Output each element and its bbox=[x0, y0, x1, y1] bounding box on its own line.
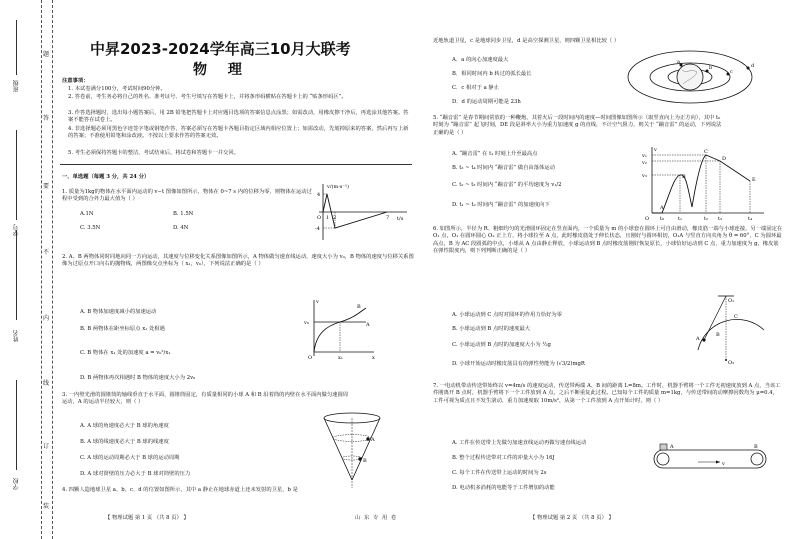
question-4-stem: 4. 四颗人造地球卫星 a、b、c、d 的位置如图所示，其中 a 静止在地球赤道上还未发射的卫星，b 是 bbox=[62, 487, 298, 493]
question-2-stem: 2. A、B 两物体同时同地向同一方向运动，其速度与位移变化关系图像如图所示，A 物体做匀速直线运动，速度大小为 v₀，B 物体的速度与位移关系图像为过原点开口向右的抛物线，两图像交点坐标为（ x₁，v₀），下列说法正确的是（ ） bbox=[62, 254, 414, 268]
q5-origin: O bbox=[645, 216, 650, 221]
q3-ball-b bbox=[358, 457, 361, 460]
question-6-stem: 6. 如图所示，半径为 R、粗细均匀的光滑圆环固定在竖直面内，一个质量为 m 的小球套在圆环上可自由滑动，橡皮筋一端与小球连接，另一端固定在 O₁ 点，O₁ 在圆环圆心 O₂ 正上方，将小球拉至 A 点，此时橡皮筋处于伸长状态，且刚好与圆环相切，O₁A 与竖直方向夹角为 θ = 60°，C 为圆环最高点，B 为 AC 段圆弧的中点，小球从 A 点由静止释放，小球运动到 B 点时橡皮筋刚好恢复原长，小球恰好运动到 C 点，重力加速度为 g，橡皮筋在弹性限度内，则下列判断正确的是（ ） bbox=[433, 226, 783, 255]
q1-y-label: v/(m·s⁻¹) bbox=[327, 184, 349, 190]
q6-rubber-band bbox=[704, 296, 726, 340]
q4-label-c: c bbox=[730, 69, 733, 75]
q1-tick: 1 bbox=[326, 215, 330, 221]
q1-tick: 7 bbox=[386, 215, 390, 221]
q4-option-b[interactable]: B．相同时间内 b 转过的弧长最长 bbox=[452, 71, 532, 77]
q7-option-d[interactable]: D. 电动机多消耗的电能等于工件增加的动能 bbox=[452, 485, 555, 491]
q5-t-tick: t₂ bbox=[704, 216, 709, 221]
q3-cone-figure bbox=[318, 408, 386, 490]
q7-option-c[interactable]: C. 每个工件在传送带上运动的时间为 2s bbox=[452, 470, 547, 476]
q2-option-a[interactable]: A. B 物体加速度减小的加速运动 bbox=[80, 309, 157, 315]
q2-x1: x₁ bbox=[338, 355, 343, 361]
binding-mark: 线 bbox=[43, 377, 49, 388]
binding-mark: 答 bbox=[43, 112, 49, 123]
q6-label-o2: O₂ bbox=[728, 360, 735, 366]
notice-item: 2. 答卷前，考生务必将自己的姓名、准考证号、考生号填写在答题卡上，并将条形码横贴在答题卡上的 “贴条形码区”。 bbox=[68, 94, 347, 100]
q5-point-c: C bbox=[704, 149, 708, 155]
question-4-stem-cont: 近地轨道卫星，c 是地球同步卫星，d 是高空探测卫星，则四颗卫星相比较（ ） bbox=[433, 38, 620, 44]
q3-option-a[interactable]: A. A 球的角速度必大于 B 球的角速度 bbox=[80, 423, 169, 429]
q3-label-b: B bbox=[363, 458, 367, 464]
footer-left: 【 物理试题 第 1 页 （共 8 页） 】 bbox=[105, 515, 189, 521]
q6-label-c: C bbox=[734, 314, 738, 320]
divider bbox=[60, 164, 412, 165]
q1-option-d[interactable]: D. 4N bbox=[173, 225, 189, 231]
q1-vt-line bbox=[323, 194, 390, 228]
q5-vt-graph bbox=[640, 145, 770, 221]
q5-y-label: v bbox=[654, 147, 657, 153]
q7-workpiece bbox=[660, 444, 667, 450]
q5-v-tick: v₂ bbox=[642, 160, 647, 166]
q3-option-c[interactable]: C. A 球的运动周期必大于 B 球的运动周期 bbox=[80, 455, 180, 461]
q2-option-b[interactable]: B. B 两物体在距坐标原点 x₁ 处相遇 bbox=[80, 326, 165, 332]
binding-mark: 装 bbox=[43, 500, 49, 511]
q3-ball-a bbox=[366, 437, 369, 440]
q6-option-c[interactable]: C. 小球运动到 B 点时的加速度大小为 ½g bbox=[452, 342, 551, 348]
q2-v0: v₀ bbox=[304, 320, 309, 326]
name-blank bbox=[16, 230, 17, 320]
q5-t-tick: t₀ bbox=[660, 216, 665, 221]
q7-option-a[interactable]: A. 工件在传送带上先做匀加速直线运动再做匀速直线运动 bbox=[452, 440, 587, 446]
q5-option-a[interactable]: A. “蹦音雷” 在 t₁ 时刻上升至最高点 bbox=[452, 151, 538, 157]
section-heading: 一、单选题（每题 3 分，共 24 分） bbox=[62, 174, 150, 180]
q1-option-b[interactable]: B. 1.5N bbox=[173, 211, 194, 217]
q5-option-c[interactable]: C. t₂ ~ t₃ 时间内 “蹦音雷” 的平均速度为 v₁/2 bbox=[452, 182, 562, 188]
q2-option-c[interactable]: C. B 物体在 x₁ 处的加速度 a = v₀²/x₁ bbox=[80, 350, 171, 356]
q5-option-d[interactable]: D. t₁ ~ t₂ 时间内 “蹦音雷” 的加速度向下 bbox=[452, 202, 550, 208]
class-label: 班级 bbox=[13, 80, 20, 92]
q5-point-b: B bbox=[682, 174, 686, 180]
q4-label-b: b bbox=[709, 65, 713, 71]
notice-item: 5. 考生必须保持答题卡的整洁，考试结束后，将试卷和答题卡一并交回。 bbox=[68, 150, 239, 156]
q4-option-d[interactable]: D．d 的运动周期可能是 23h bbox=[452, 99, 521, 105]
q3-option-b[interactable]: B. A 球的线速度必大于 B 球的线速度 bbox=[80, 439, 169, 445]
q6-option-d[interactable]: D. 小球开始运动时橡皮筋具有的弹性势能为 (√3/2)mgR bbox=[452, 361, 585, 367]
q4-option-a[interactable]: A．a 的向心加速度最大 bbox=[452, 57, 509, 63]
class-blank bbox=[16, 20, 17, 75]
school-label: 学校 bbox=[13, 478, 20, 490]
binding-mark: 题 bbox=[43, 48, 49, 59]
notice-item: 1. 本试卷满分100分，考试时间90分钟。 bbox=[68, 86, 166, 92]
q5-t-tick: t₃ bbox=[718, 216, 723, 221]
exam-title: 中昇2023-2024学年高三10月大联考 bbox=[90, 40, 351, 58]
q5-point-d: D bbox=[722, 156, 727, 162]
name-label: 姓名 bbox=[13, 330, 20, 342]
q3-label-a: A bbox=[371, 437, 375, 443]
exam-no-label: 学号 bbox=[13, 224, 20, 236]
question-5-stem: 5. “蹦音雷” 是春节期间常放的一种鞭炮，其着火后一段时间内的速度—时间图像如图所示（取竖直向上为正方向），其中 t₀ 时刻为 “蹦音雷” 起飞时刻，DE 段是斜率大小为重力加速度 g 的直线，不计空气阻力，则关于 “蹦音雷” 的运动，下列说法正确的是（ ） bbox=[433, 115, 722, 136]
q2-label-b: B bbox=[357, 304, 361, 310]
binding-mark: 内 bbox=[43, 312, 49, 323]
q1-origin: O bbox=[317, 215, 322, 221]
binding-mark: 不 bbox=[43, 246, 49, 257]
q5-vt-curve bbox=[652, 155, 750, 213]
q6-ring bbox=[698, 319, 764, 350]
notice-item: 4. 非选择题必须用黑色字迹签字笔或钢笔作答，答案必须写在答题卡各题目指定区域内相应位置上；如需改动，先划掉原来的答案，然后再写上新的答案；不准使用铅笔和涂改液。不按以上要求作答的答案无效。 bbox=[68, 126, 409, 140]
q4-label-a: a bbox=[677, 59, 680, 65]
q1-vt-graph bbox=[305, 180, 415, 244]
q7-option-b[interactable]: B. 整个过程传送带对工件的冲量大小为 16J bbox=[452, 455, 555, 461]
q1-option-a[interactable]: A.1N bbox=[80, 211, 94, 217]
q5-option-b[interactable]: B. t₃ ~ t₄ 时间内 “蹦音雷” 做自由落体运动 bbox=[452, 165, 555, 171]
q4-label-d: d bbox=[751, 63, 755, 69]
q7-conveyor-figure bbox=[640, 440, 780, 480]
q5-point-a: A bbox=[660, 205, 664, 211]
school-blank bbox=[16, 380, 17, 470]
q1-tick: 2 bbox=[333, 215, 337, 221]
q6-label-b: B bbox=[716, 332, 720, 338]
q2-x-label: x bbox=[372, 355, 375, 361]
q2-origin: O bbox=[308, 355, 313, 361]
binding-line bbox=[41, 0, 42, 539]
q6-label-o1: O₁ bbox=[728, 298, 735, 304]
binding-line bbox=[52, 0, 53, 539]
q4-option-c[interactable]: C．c 相对于 a 静止 bbox=[452, 85, 500, 91]
q6-label-a: A bbox=[696, 336, 700, 342]
q2-y-label: v bbox=[316, 299, 319, 305]
q5-point-e: E bbox=[752, 177, 756, 183]
q4-orbit-figure bbox=[625, 44, 765, 110]
question-3-stem: 3. 一内壁光滑的圆锥筒的轴线垂直于水平面，圆锥筒固定，有质量相同的小球 A 和 B 沿着筒的内壁在水平面内做匀速圆周运动，A 的运动半径较大，则（ ） bbox=[62, 392, 349, 406]
notice-item: 3. 作答选择题时，选出每小题答案后，用 2B 铅笔把答题卡上对应题目选项的答案信息点涂黑；如需改动，用橡皮擦干净后，再选涂其他答案。答案不能答在试卷上。 bbox=[68, 110, 409, 124]
q5-v-tick: v₁ bbox=[642, 153, 647, 159]
q7-belt bbox=[654, 450, 766, 468]
q7-label-v: v bbox=[722, 461, 725, 467]
subject-title: 物 理 bbox=[193, 62, 250, 78]
q2-option-d[interactable]: D. B 两物体再次相遇时 B 物体的速度大小为 2v₀ bbox=[80, 375, 196, 381]
q5-t-tick: t₁ bbox=[678, 216, 683, 221]
q1-x-label: t/s bbox=[397, 216, 404, 222]
q5-t-tick: t₄ bbox=[748, 216, 753, 221]
notice-heading: 注意事项： bbox=[62, 78, 89, 84]
q1-tick: 4 bbox=[317, 192, 321, 198]
binding-mark: 要 bbox=[43, 180, 49, 191]
footer-center: 山 东 专 用 卷 bbox=[355, 515, 398, 521]
question-1-stem: 1. 质量为1kg的物体在水平面内运动的 v−t 图像如图所示，物体在 0~7 s 内的位移为零，则物体在运动过程中受到的合外力最大值为（ ） bbox=[62, 189, 312, 203]
q7-label-a: A bbox=[670, 444, 674, 450]
q1-option-c[interactable]: C. 3.5N bbox=[80, 225, 101, 231]
q7-label-b: B bbox=[754, 444, 758, 450]
q1-tick: -4 bbox=[315, 226, 320, 232]
q2-vx-graph bbox=[300, 296, 380, 362]
earth bbox=[677, 64, 703, 90]
q5-v-tick: v₃ bbox=[642, 173, 647, 179]
exam-no-blank bbox=[16, 130, 17, 220]
q6-option-a[interactable]: A. 小球运动到 C 点时对圆环的作用力恰好为零 bbox=[452, 312, 562, 318]
q6-option-b[interactable]: B. 小球运动到 B 点时的速度最大 bbox=[452, 326, 531, 332]
footer-right: 【 物理试题 第 2 页 （共 8 页） 】 bbox=[530, 515, 614, 521]
q2-label-a: A bbox=[366, 322, 370, 328]
q6-ring-figure bbox=[688, 290, 768, 370]
q3-option-d[interactable]: D. A 球对筒壁的压力必大于 B 球对筒壁的压力 bbox=[80, 471, 191, 477]
question-7-stem: 7. 一电动机带动传送带始终以 v=4m/s 的速度运动，传送带两端 A、B 间的距离 L=8m。工作时，机器手臂将一个工件无初速度放到 A 点，当该工件刚离开 B 点时，机器手臂将下一个工件放到 A 点，之后不断重复此过程。已知每个工件的质量 m=1kg，与传送带间的动摩擦因数均为 μ=0.4，工件可视为质点且不发生滚动，重力加速度取 10m/s²，从第一个工件放到 A 点开始计时，则（ ） bbox=[433, 383, 781, 404]
binding-mark: 订 bbox=[43, 440, 49, 451]
